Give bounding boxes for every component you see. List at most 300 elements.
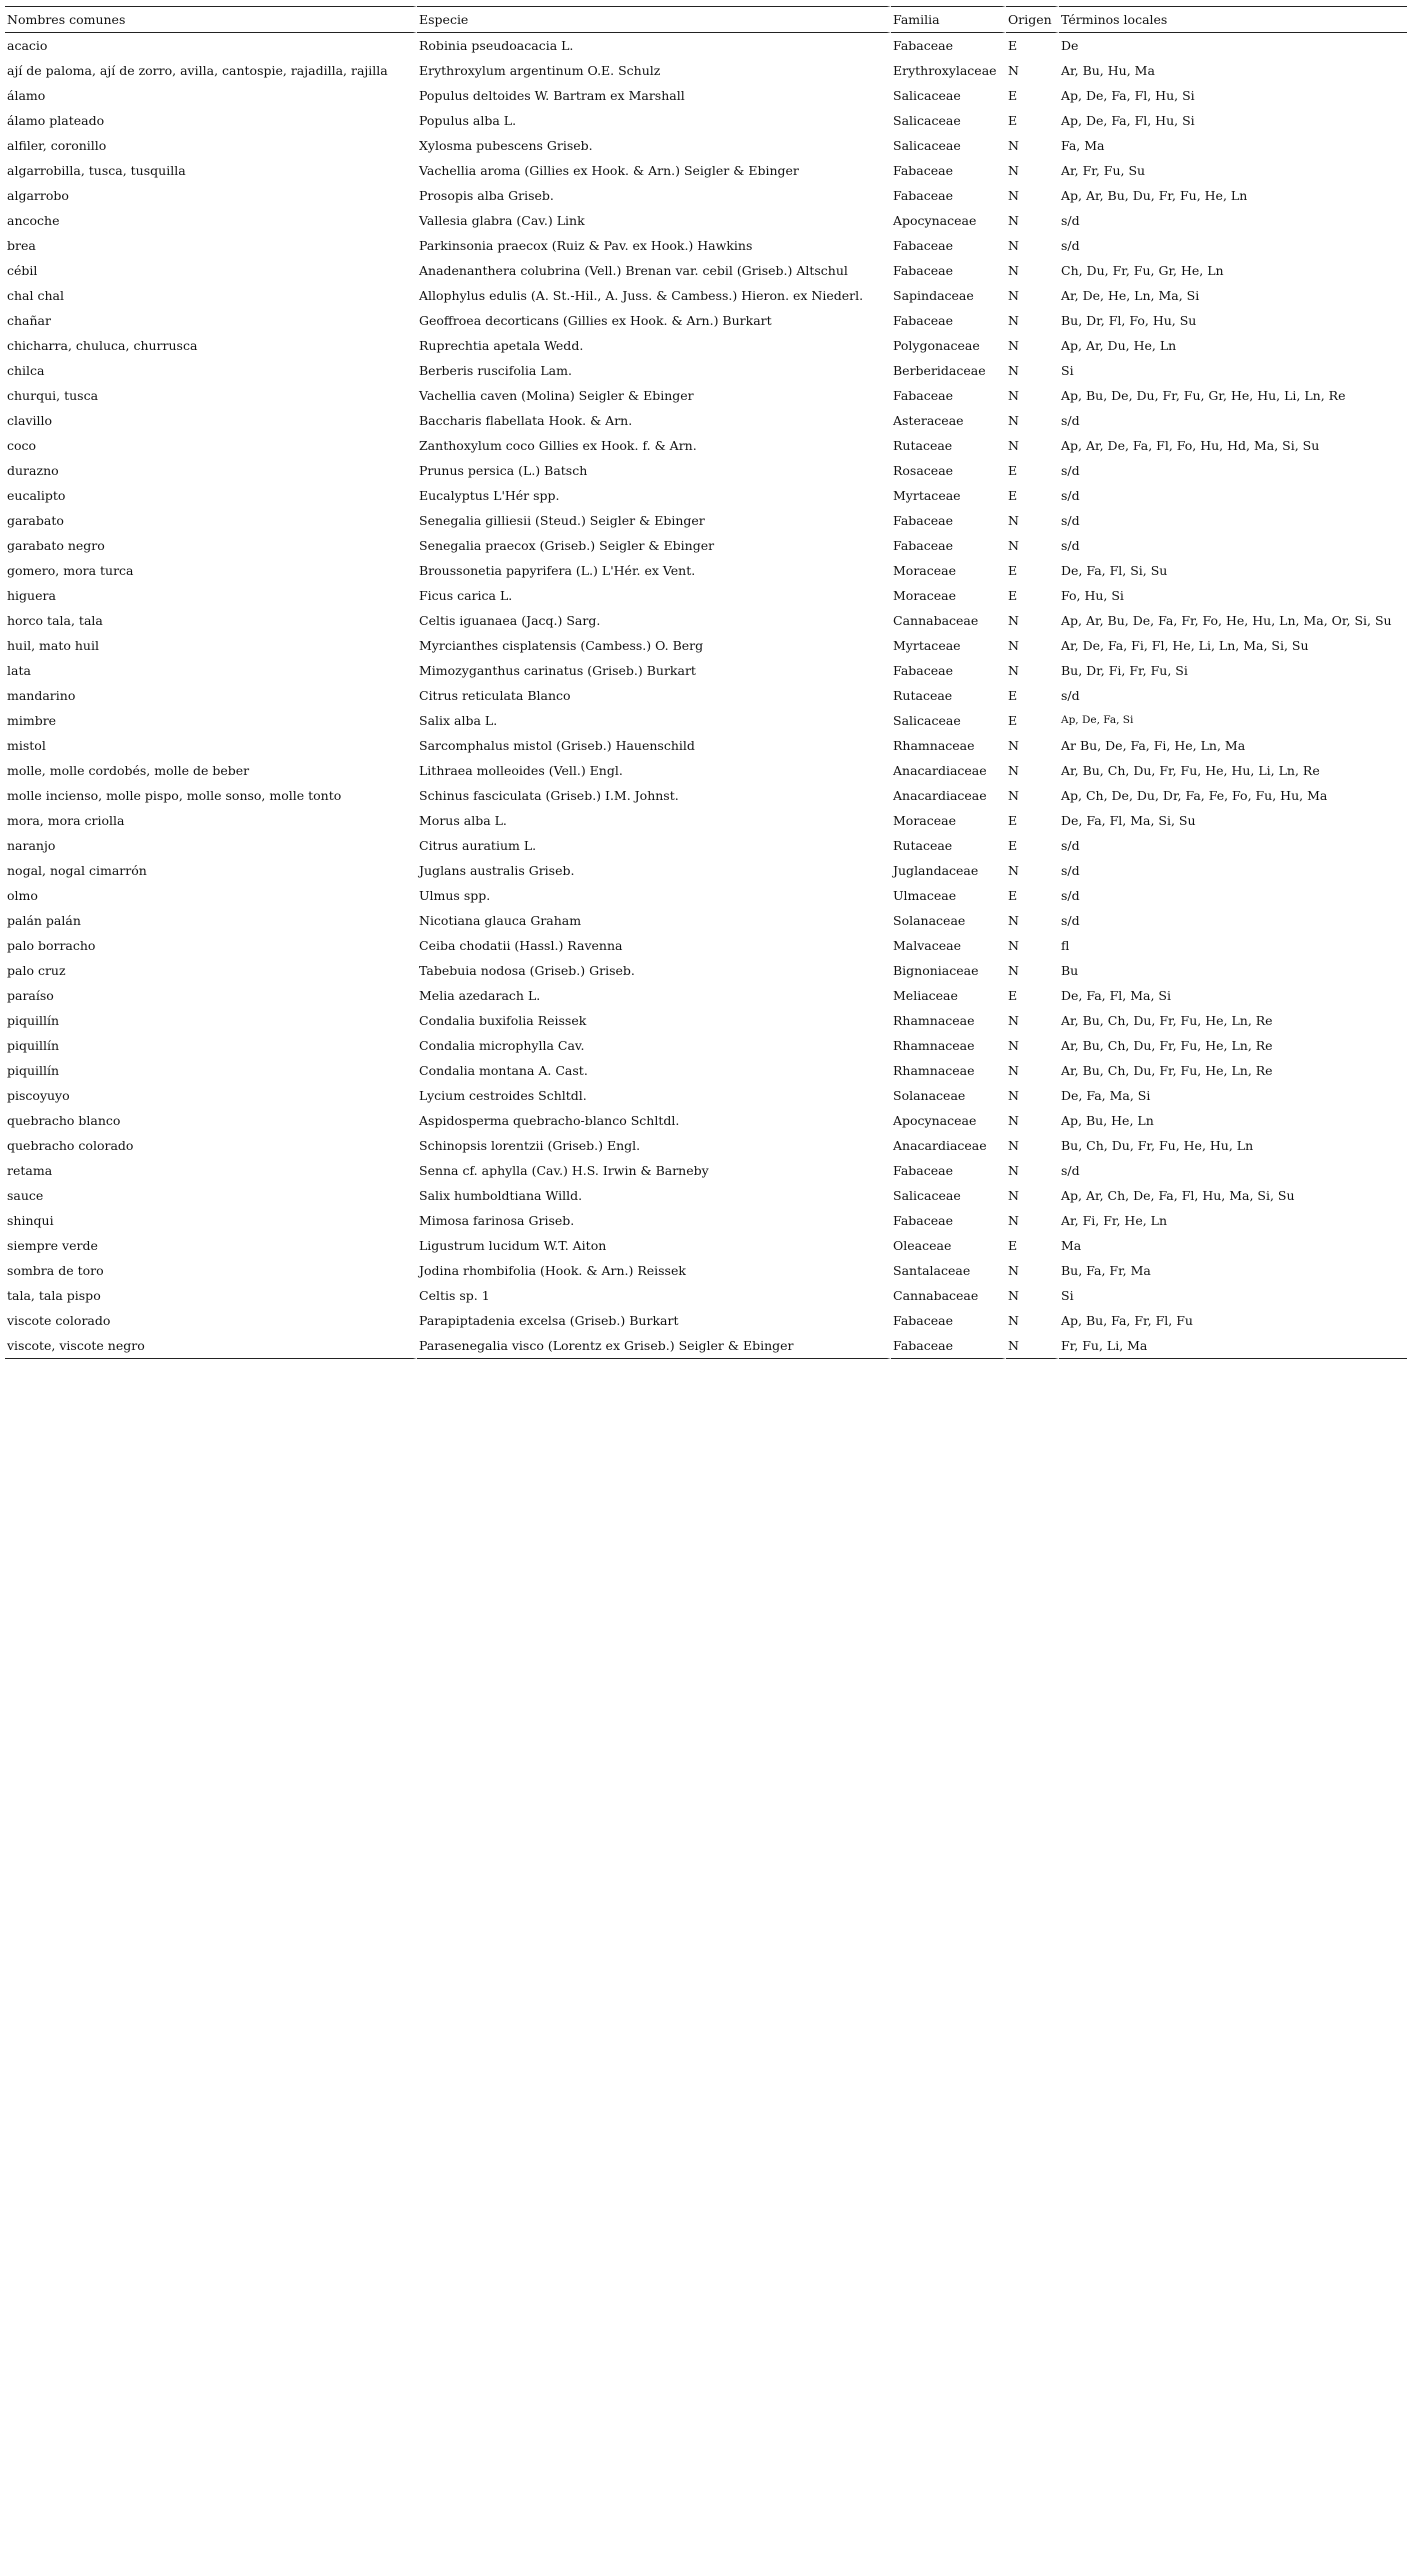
table-row [5, 233, 1407, 258]
origin-cell: N [1006, 1333, 1059, 1359]
local-terms-cell: Ar, Fi, Fr, He, Ln [1061, 1213, 1168, 1228]
species-cell: Tabebuia nodosa (Griseb.) Griseb. [417, 958, 891, 983]
family-cell: Anacardiaceae [891, 783, 1006, 808]
origin-cell: N [1006, 858, 1059, 883]
family-cell: Fabaceae [891, 658, 1006, 683]
common-names-cell: siempre verde [5, 1233, 417, 1258]
species-cell: Senegalia gilliesii (Steud.) Seigler & Ebinger [417, 508, 891, 533]
origin-cell: N [1006, 1058, 1059, 1083]
local-terms-cell: De, Fa, Fl, Ma, Si, Su [1061, 813, 1196, 828]
common-names-cell: álamo [5, 83, 417, 108]
species-cell: Prunus persica (L.) Batsch [417, 458, 891, 483]
origin-cell: N [1006, 1133, 1059, 1158]
common-names-cell: higuera [5, 583, 417, 608]
origin-cell: N [1006, 658, 1059, 683]
origin-cell: N [1006, 1308, 1059, 1333]
common-names-cell: coco [5, 433, 417, 458]
origin-cell: N [1006, 908, 1059, 933]
origin-cell: N [1006, 208, 1059, 233]
common-names-cell: paraíso [5, 983, 417, 1008]
species-cell: Lycium cestroides Schltdl. [417, 1083, 891, 1108]
table-row [5, 683, 1407, 708]
table-row [5, 783, 1407, 808]
local-terms-cell: Ap, De, Fa, Fl, Hu, Si [1061, 113, 1195, 128]
common-names-cell: piquillín [5, 1008, 417, 1033]
species-cell: Sarcomphalus mistol (Griseb.) Hauenschild [417, 733, 891, 758]
species-cell: Ficus carica L. [417, 583, 891, 608]
family-cell: Fabaceae [891, 308, 1006, 333]
species-cell: Schinus fasciculata (Griseb.) I.M. Johnst. [417, 783, 891, 808]
local-terms-cell: Ar Bu, De, Fa, Fi, He, Ln, Ma [1061, 738, 1246, 753]
table-row [5, 58, 1407, 83]
species-cell: Zanthoxylum coco Gillies ex Hook. f. & Arn. [417, 433, 891, 458]
local-terms-cell: Fa, Ma [1061, 138, 1105, 153]
local-terms-cell: s/d [1061, 838, 1080, 853]
local-terms-cell: Ch, Du, Fr, Fu, Gr, He, Ln [1061, 263, 1224, 278]
origin-cell: N [1006, 1158, 1059, 1183]
species-cell: Prosopis alba Griseb. [417, 183, 891, 208]
species-cell: Robinia pseudoacacia L. [417, 33, 891, 58]
family-cell: Fabaceae [891, 1158, 1006, 1183]
common-names-cell: garabato negro [5, 533, 417, 558]
species-cell: Parkinsonia praecox (Ruiz & Pav. ex Hook.) Hawkins [417, 233, 891, 258]
origin-cell: N [1006, 933, 1059, 958]
family-cell: Apocynaceae [891, 208, 1006, 233]
table-row [5, 358, 1407, 383]
table-row [5, 458, 1407, 483]
table-row [5, 1183, 1407, 1208]
local-terms-cell: Ap, De, Fa, Si [1061, 714, 1134, 726]
table-row [5, 558, 1407, 583]
table-row [5, 1333, 1407, 1359]
local-terms-cell: Ar, De, Fa, Fi, Fl, He, Li, Ln, Ma, Si, Su [1061, 638, 1309, 653]
local-terms-cell: s/d [1061, 463, 1080, 478]
local-terms-cell: Ap, De, Fa, Fl, Hu, Si [1061, 88, 1195, 103]
table-row [5, 533, 1407, 558]
common-names-cell: sombra de toro [5, 1258, 417, 1283]
origin-cell: E [1006, 458, 1059, 483]
table-row [5, 258, 1407, 283]
common-names-cell: horco tala, tala [5, 608, 417, 633]
origin-cell: N [1006, 1183, 1059, 1208]
common-names-cell: chal chal [5, 283, 417, 308]
origin-cell: N [1006, 758, 1059, 783]
family-cell: Santalaceae [891, 1258, 1006, 1283]
table-row [5, 283, 1407, 308]
origin-cell: N [1006, 158, 1059, 183]
origin-cell: N [1006, 508, 1059, 533]
origin-cell: N [1006, 358, 1059, 383]
local-terms-cell: s/d [1061, 413, 1080, 428]
local-terms-cell: s/d [1061, 213, 1080, 228]
common-names-cell: sauce [5, 1183, 417, 1208]
table-row [5, 758, 1407, 783]
species-cell: Aspidosperma quebracho-blanco Schltdl. [417, 1108, 891, 1133]
origin-cell: E [1006, 883, 1059, 908]
local-terms-cell: fl [1061, 938, 1070, 953]
common-names-cell: molle, molle cordobés, molle de beber [5, 758, 417, 783]
species-cell: Ceiba chodatii (Hassl.) Ravenna [417, 933, 891, 958]
common-names-cell: piquillín [5, 1058, 417, 1083]
family-cell: Meliaceae [891, 983, 1006, 1008]
common-names-cell: naranjo [5, 833, 417, 858]
local-terms-cell: Ar, Bu, Ch, Du, Fr, Fu, He, Ln, Re [1061, 1013, 1273, 1028]
table-row [5, 483, 1407, 508]
species-cell: Condalia montana A. Cast. [417, 1058, 891, 1083]
origin-cell: N [1006, 333, 1059, 358]
origin-cell: N [1006, 1083, 1059, 1108]
family-cell: Fabaceae [891, 33, 1006, 58]
species-cell: Salix humboldtiana Willd. [417, 1183, 891, 1208]
species-cell: Lithraea molleoides (Vell.) Engl. [417, 758, 891, 783]
species-cell: Citrus auratium L. [417, 833, 891, 858]
origin-cell: E [1006, 683, 1059, 708]
common-names-cell: algarrobilla, tusca, tusquilla [5, 158, 417, 183]
common-names-cell: cébil [5, 258, 417, 283]
family-cell: Rhamnaceae [891, 1033, 1006, 1058]
common-names-cell: clavillo [5, 408, 417, 433]
local-terms-cell: Si [1061, 1288, 1074, 1303]
common-names-cell: álamo plateado [5, 108, 417, 133]
family-cell: Asteraceae [891, 408, 1006, 433]
table-row [5, 658, 1407, 683]
species-cell: Broussonetia papyrifera (L.) L'Hér. ex Vent. [417, 558, 891, 583]
table-row [5, 583, 1407, 608]
family-cell: Rutaceae [891, 833, 1006, 858]
local-terms-cell: Ap, Ar, Bu, De, Fa, Fr, Fo, He, Hu, Ln, Ma, Or, Si, Su [1061, 613, 1392, 628]
family-cell: Salicaceae [891, 83, 1006, 108]
common-names-cell: mistol [5, 733, 417, 758]
family-cell: Bignoniaceae [891, 958, 1006, 983]
species-cell: Melia azedarach L. [417, 983, 891, 1008]
local-terms-cell: s/d [1061, 538, 1080, 553]
origin-cell: E [1006, 1233, 1059, 1258]
species-cell: Mimozyganthus carinatus (Griseb.) Burkart [417, 658, 891, 683]
local-terms-cell: Ap, Bu, Fa, Fr, Fl, Fu [1061, 1313, 1193, 1328]
family-cell: Rutaceae [891, 683, 1006, 708]
origin-cell: N [1006, 383, 1059, 408]
family-cell: Fabaceae [891, 233, 1006, 258]
origin-cell: E [1006, 83, 1059, 108]
local-terms-cell: Ap, Ar, Bu, Du, Fr, Fu, He, Ln [1061, 188, 1248, 203]
common-names-cell: nogal, nogal cimarrón [5, 858, 417, 883]
family-cell: Rhamnaceae [891, 1008, 1006, 1033]
common-names-cell: chicharra, chuluca, churrusca [5, 333, 417, 358]
family-cell: Solanaceae [891, 1083, 1006, 1108]
species-cell: Populus alba L. [417, 108, 891, 133]
family-cell: Fabaceae [891, 183, 1006, 208]
local-terms-cell: De, Fa, Ma, Si [1061, 1088, 1151, 1103]
species-cell: Senna cf. aphylla (Cav.) H.S. Irwin & Barneby [417, 1158, 891, 1183]
family-cell: Rhamnaceae [891, 733, 1006, 758]
common-names-cell: huil, mato huil [5, 633, 417, 658]
table-row [5, 133, 1407, 158]
local-terms-cell: s/d [1061, 888, 1080, 903]
table-row [5, 1258, 1407, 1283]
family-cell: Fabaceae [891, 258, 1006, 283]
table-row [5, 1033, 1407, 1058]
table-row [5, 733, 1407, 758]
common-names-cell: piquillín [5, 1033, 417, 1058]
family-cell: Rhamnaceae [891, 1058, 1006, 1083]
species-cell: Allophylus edulis (A. St.-Hil., A. Juss. & Cambess.) Hieron. ex Niederl. [417, 283, 891, 308]
local-terms-cell: s/d [1061, 488, 1080, 503]
table-row [5, 1208, 1407, 1233]
species-cell: Geoffroea decorticans (Gillies ex Hook. & Arn.) Burkart [417, 308, 891, 333]
species-cell: Condalia microphylla Cav. [417, 1033, 891, 1058]
common-names-cell: ají de paloma, ají de zorro, avilla, cantospie, rajadilla, rajilla [5, 58, 417, 83]
header-col-common-names: Nombres comunes [5, 6, 417, 33]
family-cell: Ulmaceae [891, 883, 1006, 908]
common-names-cell: palán palán [5, 908, 417, 933]
species-cell: Vallesia glabra (Cav.) Link [417, 208, 891, 233]
header-col-family: Familia [891, 6, 1006, 33]
family-cell: Moraceae [891, 583, 1006, 608]
family-cell: Rosaceae [891, 458, 1006, 483]
local-terms-cell: Ap, Bu, De, Du, Fr, Fu, Gr, He, Hu, Li, Ln, Re [1061, 388, 1346, 403]
species-cell: Xylosma pubescens Griseb. [417, 133, 891, 158]
common-names-cell: mandarino [5, 683, 417, 708]
origin-cell: N [1006, 183, 1059, 208]
origin-cell: E [1006, 833, 1059, 858]
table-row [5, 433, 1407, 458]
local-terms-cell: Ap, Ar, De, Fa, Fl, Fo, Hu, Hd, Ma, Si, Su [1061, 438, 1320, 453]
header-col-species: Especie [417, 6, 891, 33]
local-terms-cell: s/d [1061, 863, 1080, 878]
origin-cell: E [1006, 483, 1059, 508]
common-names-cell: alfiler, coronillo [5, 133, 417, 158]
common-names-cell: chañar [5, 308, 417, 333]
table-row [5, 808, 1407, 833]
common-names-cell: acacio [5, 33, 417, 58]
species-cell: Jodina rhombifolia (Hook. & Arn.) Reissek [417, 1258, 891, 1283]
family-cell: Fabaceae [891, 1208, 1006, 1233]
table-row [5, 383, 1407, 408]
species-cell: Celtis sp. 1 [417, 1283, 891, 1308]
species-cell: Vachellia aroma (Gillies ex Hook. & Arn.) Seigler & Ebinger [417, 158, 891, 183]
species-table [5, 6, 1407, 1359]
table-row [5, 1308, 1407, 1333]
local-terms-cell: Ap, Ar, Ch, De, Fa, Fl, Hu, Ma, Si, Su [1061, 1188, 1295, 1203]
table-body [5, 33, 1407, 1359]
table-row [5, 1108, 1407, 1133]
family-cell: Solanaceae [891, 908, 1006, 933]
species-cell: Citrus reticulata Blanco [417, 683, 891, 708]
common-names-cell: garabato [5, 508, 417, 533]
table-row [5, 408, 1407, 433]
species-cell: Juglans australis Griseb. [417, 858, 891, 883]
origin-cell: N [1006, 1033, 1059, 1058]
family-cell: Fabaceae [891, 1333, 1006, 1359]
local-terms-cell: s/d [1061, 1163, 1080, 1178]
species-cell: Anadenanthera colubrina (Vell.) Brenan var. cebil (Griseb.) Altschul [417, 258, 891, 283]
family-cell: Apocynaceae [891, 1108, 1006, 1133]
table-row [5, 1083, 1407, 1108]
local-terms-cell: Ap, Ch, De, Du, Dr, Fa, Fe, Fo, Fu, Hu, Ma [1061, 788, 1328, 803]
species-cell: Vachellia caven (Molina) Seigler & Ebinger [417, 383, 891, 408]
common-names-cell: durazno [5, 458, 417, 483]
origin-cell: E [1006, 808, 1059, 833]
common-names-cell: lata [5, 658, 417, 683]
table-row [5, 858, 1407, 883]
table-row [5, 933, 1407, 958]
species-cell: Ulmus spp. [417, 883, 891, 908]
family-cell: Salicaceae [891, 133, 1006, 158]
family-cell: Cannabaceae [891, 608, 1006, 633]
common-names-cell: algarrobo [5, 183, 417, 208]
header-col-local-terms: Términos locales [1059, 6, 1407, 33]
local-terms-cell: Ma [1061, 1238, 1082, 1253]
common-names-cell: tala, tala pispo [5, 1283, 417, 1308]
species-cell: Ruprechtia apetala Wedd. [417, 333, 891, 358]
local-terms-cell: Ar, Bu, Ch, Du, Fr, Fu, He, Ln, Re [1061, 1038, 1273, 1053]
species-cell: Condalia buxifolia Reissek [417, 1008, 891, 1033]
table-row [5, 183, 1407, 208]
common-names-cell: ancoche [5, 208, 417, 233]
table-row [5, 983, 1407, 1008]
family-cell: Juglandaceae [891, 858, 1006, 883]
species-cell: Celtis iguanaea (Jacq.) Sarg. [417, 608, 891, 633]
species-cell: Eucalyptus L'Hér spp. [417, 483, 891, 508]
family-cell: Fabaceae [891, 1308, 1006, 1333]
family-cell: Malvaceae [891, 933, 1006, 958]
common-names-cell: piscoyuyo [5, 1083, 417, 1108]
common-names-cell: brea [5, 233, 417, 258]
species-cell: Salix alba L. [417, 708, 891, 733]
family-cell: Salicaceae [891, 708, 1006, 733]
origin-cell: E [1006, 108, 1059, 133]
family-cell: Berberidaceae [891, 358, 1006, 383]
table-row [5, 958, 1407, 983]
common-names-cell: mimbre [5, 708, 417, 733]
species-cell: Parapiptadenia excelsa (Griseb.) Burkart [417, 1308, 891, 1333]
local-terms-cell: Bu [1061, 963, 1079, 978]
family-cell: Moraceae [891, 808, 1006, 833]
origin-cell: E [1006, 583, 1059, 608]
family-cell: Anacardiaceae [891, 758, 1006, 783]
table-row [5, 108, 1407, 133]
table-row [5, 158, 1407, 183]
local-terms-cell: De, Fa, Fl, Ma, Si [1061, 988, 1171, 1003]
local-terms-cell: Bu, Fa, Fr, Ma [1061, 1263, 1151, 1278]
origin-cell: N [1006, 258, 1059, 283]
origin-cell: E [1006, 708, 1059, 733]
species-cell: Myrcianthes cisplatensis (Cambess.) O. Berg [417, 633, 891, 658]
origin-cell: N [1006, 633, 1059, 658]
table-header [5, 6, 1407, 33]
family-cell: Fabaceae [891, 533, 1006, 558]
table-row [5, 883, 1407, 908]
table-row [5, 1233, 1407, 1258]
origin-cell: N [1006, 233, 1059, 258]
table-row [5, 308, 1407, 333]
header-col-origin: Origen [1006, 6, 1059, 33]
table-row [5, 83, 1407, 108]
local-terms-cell: Bu, Ch, Du, Fr, Fu, He, Hu, Ln [1061, 1138, 1254, 1153]
local-terms-cell: s/d [1061, 913, 1080, 928]
family-cell: Moraceae [891, 558, 1006, 583]
family-cell: Fabaceae [891, 158, 1006, 183]
species-cell: Schinopsis lorentzii (Griseb.) Engl. [417, 1133, 891, 1158]
table-row [5, 208, 1407, 233]
family-cell: Salicaceae [891, 1183, 1006, 1208]
local-terms-cell: Ap, Bu, He, Ln [1061, 1113, 1154, 1128]
family-cell: Rutaceae [891, 433, 1006, 458]
common-names-cell: palo cruz [5, 958, 417, 983]
species-cell: Senegalia praecox (Griseb.) Seigler & Ebinger [417, 533, 891, 558]
family-cell: Fabaceae [891, 508, 1006, 533]
table-row [5, 33, 1407, 58]
local-terms-cell: Ar, Bu, Hu, Ma [1061, 63, 1155, 78]
origin-cell: N [1006, 133, 1059, 158]
family-cell: Salicaceae [891, 108, 1006, 133]
family-cell: Oleaceae [891, 1233, 1006, 1258]
origin-cell: N [1006, 1108, 1059, 1133]
family-cell: Fabaceae [891, 383, 1006, 408]
origin-cell: N [1006, 733, 1059, 758]
origin-cell: N [1006, 1258, 1059, 1283]
table-row [5, 1058, 1407, 1083]
table-row [5, 633, 1407, 658]
local-terms-cell: Fr, Fu, Li, Ma [1059, 1333, 1407, 1359]
common-names-cell: molle incienso, molle pispo, molle sonso, molle tonto [5, 783, 417, 808]
common-names-cell: mora, mora criolla [5, 808, 417, 833]
table-row [5, 1283, 1407, 1308]
table-row [5, 1133, 1407, 1158]
common-names-cell: gomero, mora turca [5, 558, 417, 583]
family-cell: Polygonaceae [891, 333, 1006, 358]
species-cell: Morus alba L. [417, 808, 891, 833]
species-cell: Baccharis flabellata Hook. & Arn. [417, 408, 891, 433]
common-names-cell: olmo [5, 883, 417, 908]
family-cell: Anacardiaceae [891, 1133, 1006, 1158]
common-names-cell: viscote colorado [5, 1308, 417, 1333]
origin-cell: N [1006, 283, 1059, 308]
local-terms-cell: Ar, Fr, Fu, Su [1061, 163, 1146, 178]
family-cell: Erythroxylaceae [891, 58, 1006, 83]
family-cell: Cannabaceae [891, 1283, 1006, 1308]
species-cell: Berberis ruscifolia Lam. [417, 358, 891, 383]
table-row [5, 833, 1407, 858]
local-terms-cell: Ar, Bu, Ch, Du, Fr, Fu, He, Hu, Li, Ln, Re [1061, 763, 1320, 778]
species-cell: Populus deltoides W. Bartram ex Marshall [417, 83, 891, 108]
local-terms-cell: s/d [1061, 688, 1080, 703]
family-cell: Sapindaceae [891, 283, 1006, 308]
local-terms-cell: De, Fa, Fl, Si, Su [1061, 563, 1168, 578]
common-names-cell: eucalipto [5, 483, 417, 508]
local-terms-cell: Fo, Hu, Si [1061, 588, 1124, 603]
origin-cell: N [1006, 408, 1059, 433]
origin-cell: N [1006, 433, 1059, 458]
local-terms-cell: s/d [1061, 513, 1080, 528]
common-names-cell: retama [5, 1158, 417, 1183]
family-cell: Myrtaceae [891, 633, 1006, 658]
common-names-cell: quebracho blanco [5, 1108, 417, 1133]
header-row [5, 6, 1407, 33]
local-terms-cell: Ar, Bu, Ch, Du, Fr, Fu, He, Ln, Re [1061, 1063, 1273, 1078]
table-row [5, 333, 1407, 358]
origin-cell: E [1006, 33, 1059, 58]
origin-cell: E [1006, 558, 1059, 583]
family-cell: Myrtaceae [891, 483, 1006, 508]
local-terms-cell: s/d [1061, 238, 1080, 253]
table-row [5, 508, 1407, 533]
table-row [5, 708, 1407, 733]
table-row [5, 1008, 1407, 1033]
local-terms-cell: Si [1061, 363, 1074, 378]
species-cell: Mimosa farinosa Griseb. [417, 1208, 891, 1233]
local-terms-cell: De [1061, 38, 1079, 53]
